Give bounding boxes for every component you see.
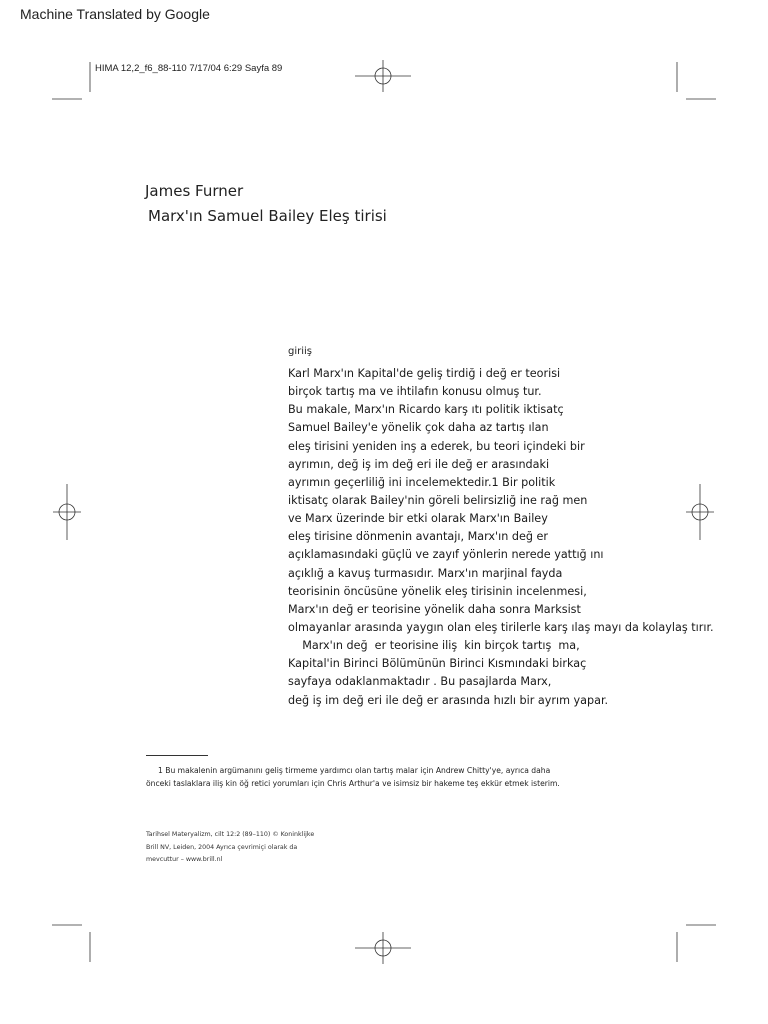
body-line: Samuel Bailey'e yönelik çok daha az tartış ılan: [288, 421, 549, 435]
registration-mark-bottom: [355, 932, 411, 964]
body-line: iktisatç olarak Bailey'nin göreli belirsizliğ ine rağ men: [288, 493, 588, 507]
body-line: ve Marx üzerinde bir etki olarak Marx'ın Bailey: [288, 512, 548, 526]
body-line: açıklamasındaki güçlü ve zayıf yönlerin nerede yattığ ını: [288, 548, 604, 562]
section-heading: giriiş: [288, 346, 313, 357]
body-line: açıklığ a kavuş turmasıdır. Marx'ın marjinal fayda: [288, 566, 563, 580]
registration-mark-right: [686, 484, 714, 540]
body-line: değ iş im değ eri ile değ er arasında hızlı bir ayrım yapar.: [288, 693, 609, 707]
body-line: Kapital'in Birinci Bölümünün Birinci Kısmındaki birkaç: [288, 657, 587, 671]
body-line: sayfaya odaklanmaktadır . Bu pasajlarda Marx,: [288, 675, 552, 689]
registration-mark-top: [355, 60, 411, 92]
article-author: James Furner: [145, 182, 244, 200]
body-line: olmayanlar arasında yaygın olan eleş tirilerle karş ılaş mayı da kolaylaş tırır.: [288, 620, 714, 634]
machine-translation-banner: Machine Translated by Google: [20, 6, 210, 22]
body-line: ayrımın, değ iş im değ eri ile değ er arasındaki: [288, 457, 550, 471]
footnote-line: önceki taslaklara iliş kin öğ retici yorumları için Chris Arthur'a ve isimsiz bir hakeme teş ekkür etmek isterim.: [146, 779, 560, 788]
body-line: teorisinin öncüsüne yönelik eleş tirisinin incelenmesi,: [288, 584, 587, 598]
publication-line: mevcuttur – www.brill.nl: [146, 856, 223, 863]
body-line: Bu makale, Marx'ın Ricardo karş ıtı politik iktisatç: [288, 403, 564, 417]
article-title: Marx'ın Samuel Bailey Eleş tirisi: [148, 207, 387, 225]
body-line: birçok tartış ma ve ihtilafın konusu olmuş tur.: [288, 385, 542, 399]
footnote-line: 1 Bu makalenin argümanını geliş tirmeme yardımcı olan tartış malar için Andrew Chitty'ye, ayrıca daha: [158, 766, 551, 775]
body-line: Karl Marx'ın Kapital'de geliş tirdiğ i değ er teorisi: [288, 367, 561, 380]
body-line: Marx'ın değ er teorisine iliş kin birçok tartış ma,: [288, 639, 580, 653]
registration-mark-left: [53, 484, 81, 540]
body-line: eleş tirisini yeniden inş a ederek, bu teori içindeki bir: [288, 439, 585, 453]
publication-line: Brill NV, Leiden, 2004 Ayrıca çevrimiçi olarak da: [146, 843, 298, 851]
print-slug-line: HIMA 12,2_f6_88-110 7/17/04 6:29 Sayfa 89: [95, 63, 283, 74]
body-line: Marx'ın değ er teorisine yönelik daha sonra Marksist: [288, 602, 581, 616]
body-line: ayrımın geçerliliğ ini incelemektedir.1 Bir politik: [288, 475, 556, 489]
body-line: eleş tirisine dönmenin avantajı, Marx'ın değ er: [288, 530, 548, 544]
publication-line: Tarihsel Materyalizm, cilt 12:2 (89–110) © Koninklijke: [146, 831, 315, 838]
